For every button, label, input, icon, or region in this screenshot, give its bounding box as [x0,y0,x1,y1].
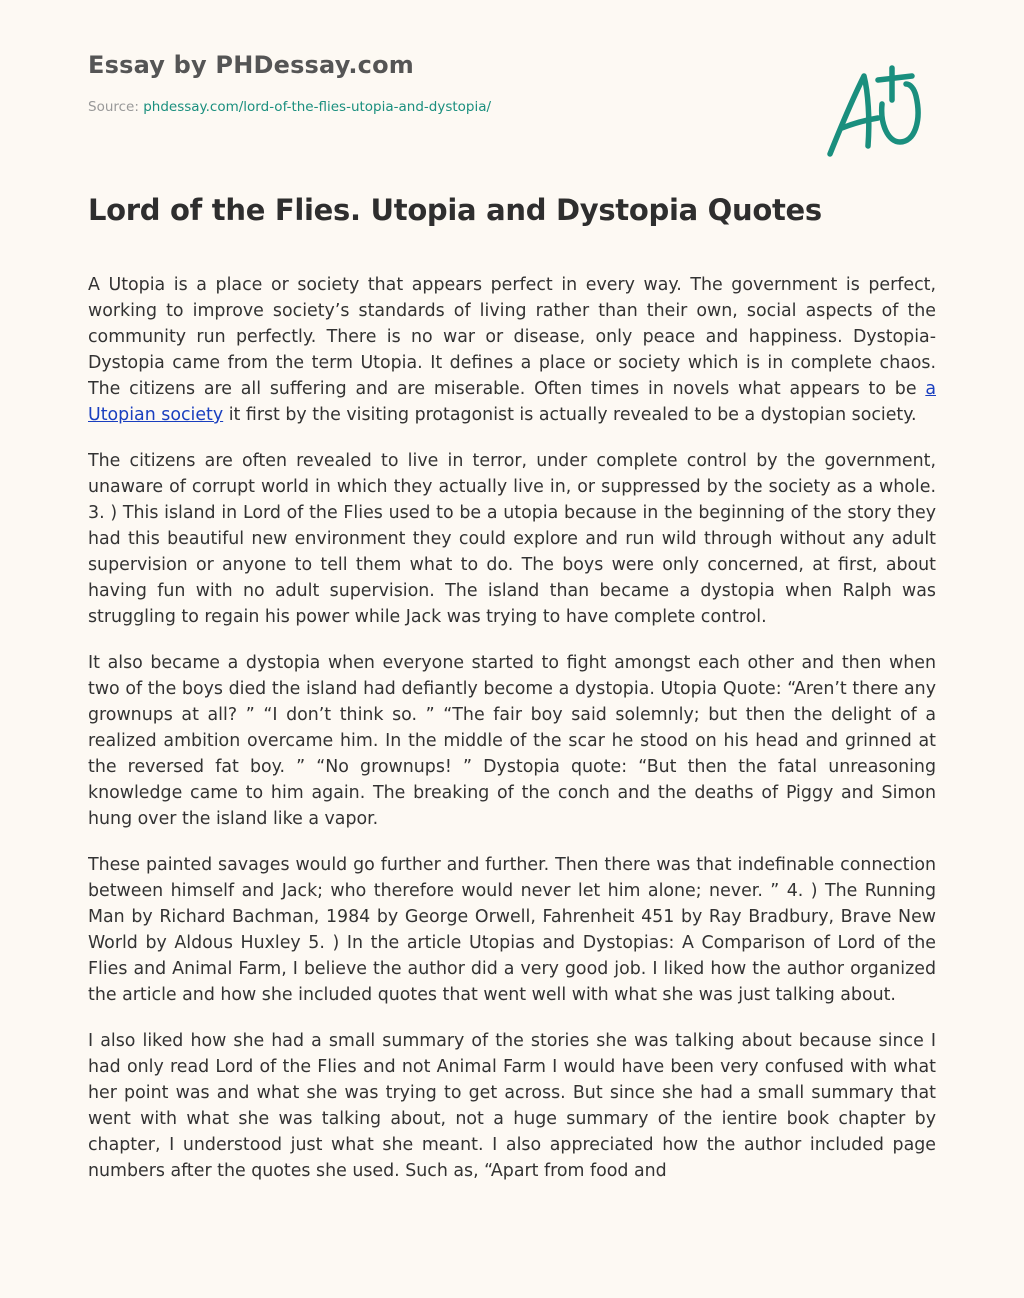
paragraph-2: The citizens are often revealed to live in terror, under complete control by the government, unaware of corrupt world in which they actually live in, or suppressed by the society as a whole. 3. ) This island in Lord of the Flies used to be a utopia because in the beginning of the story they had this beautiful new environment they could explore and run wild through without any adult supervision or anyone to tell them what to do. The boys were only concerned, at first, about having fun with no adult supervision. The island than became a dystopia when Ralph was struggling to regain his power while Jack was trying to have complete control. [88,451,936,627]
paragraph-3: It also became a dystopia when everyone started to fight amongst each other and then when two of the boys died the island had defiantly become a dystopia. Utopia Quote: “Aren’t there any grownups at all? ” “I don’t think so. ” “The fair boy said solemnly; but then the delight of a realized ambition overcame him. In the middle of the scar he stood on his head and grinned at the reversed fat boy. ” “No grownups! ” Dystopia quote: “But then the fatal unreasoning knowledge came to him again. The breaking of the conch and the deaths of Piggy and Simon hung over the island like a vapor. [88,653,936,829]
essay-title: Lord of the Flies. Utopia and Dystopia Quotes [88,193,822,227]
site-brand: Essay by PHDessay.com [88,51,414,79]
paragraph-4: These painted savages would go further and further. Then there was that indefinable connection between himself and Jack; who therefore would never let him alone; never. ” 4. ) The Running Man by Richard Bachman, 1984 by George Orwell, Fahrenheit 451 by Ray Bradbury, Brave New World by Aldous Huxley 5. ) In the article Utopias and Dystopias: A Comparison of Lord of the Flies and Animal Farm, I believe the author did a very good job. I liked how the author organized the article and how she included quotes that went well with what she was just talking about. [88,855,936,1005]
source-line [88,97,948,117]
paragraph-5: I also liked how she had a small summary of the stories she was talking about because since I had only read Lord of the Flies and not Animal Farm I would have been very confused with what her point was and what she was trying to get across. But since she had a small summary that went with what she was talking about, not a huge summary of the ientire book chapter by chapter, I understood just what she meant. I also appreciated how the author included page numbers after the quotes she used. Such as, “Apart from food and [88,1031,936,1181]
paragraph-1-text-start: A Utopia is a place or society that appears perfect in every way. The government is perfect, working to improve society’s standards of living rather than their own, social aspects of the community run perfectly. There is no war or disease, only peace and happiness. Dystopia- Dystopia came from the term Utopia. It defines a place or society which is in complete chaos. The citizens are all suffering and are miserable. Often times in novels what appears to be [88,275,936,399]
essay-body [88,272,936,1250]
essay-header [88,48,948,117]
paragraph-1-text-end: it first by the visiting protagonist is actually revealed to be a dystopian society. [223,405,917,425]
utopian-society-link[interactable]: a Utopian society [88,379,936,425]
paragraph-1 [88,272,936,428]
source-link[interactable]: phdessay.com/lord-of-the-flies-utopia-and-dystopia/ [143,99,492,115]
source-label: Source: [88,99,139,115]
a-plus-logo-icon [820,62,930,162]
